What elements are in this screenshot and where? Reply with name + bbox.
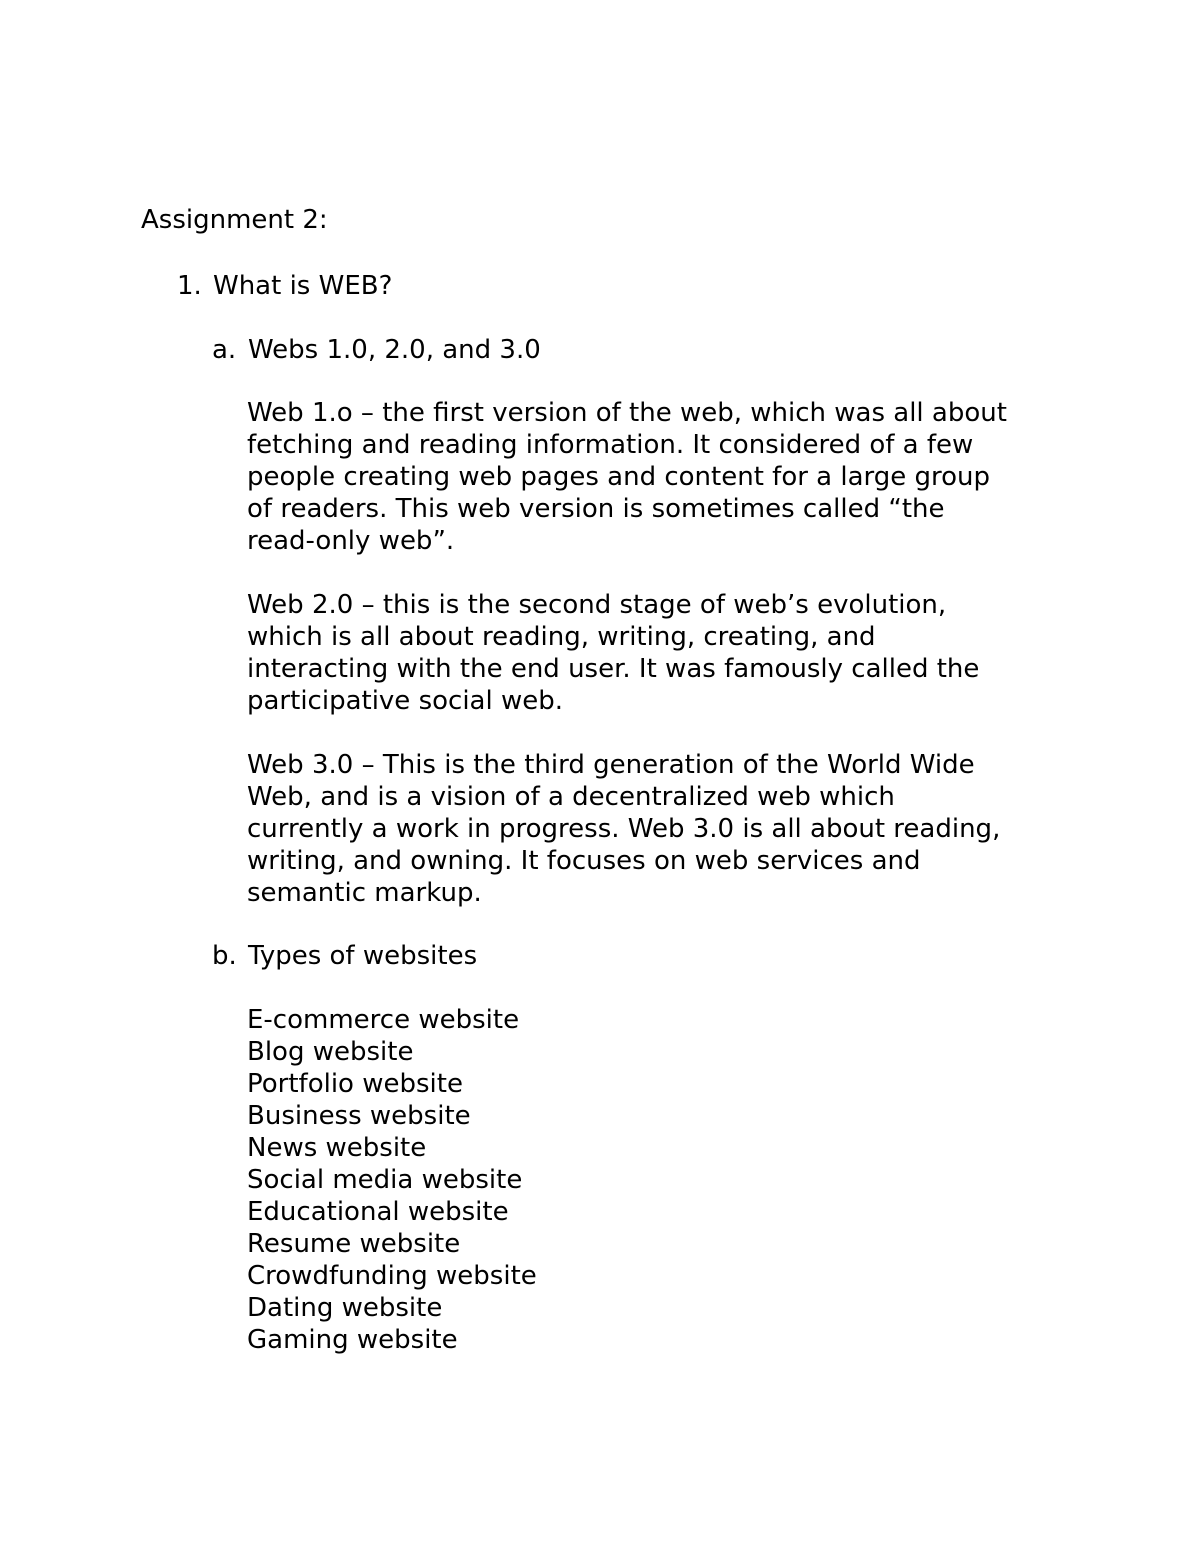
paragraph-line: Web 2.0 – this is the second stage of web’s evolution, [247,590,947,620]
section-a-marker: a. [212,335,237,365]
website-types-list [247,1004,537,1356]
section-b-heading-text: Types of websites [248,941,478,971]
list-item: Blog website [247,1037,414,1067]
paragraph-line: read-only web”. [247,526,455,556]
question-number: 1. [177,271,202,301]
paragraph-line: Web, and is a vision of a decentralized web which [247,782,895,812]
paragraph-line: Web 3.0 – This is the third generation of the World Wide [247,750,975,780]
paragraph-web-3 [247,749,1077,909]
section-b-heading [212,940,477,972]
list-item: Social media website [247,1165,523,1195]
list-item: Dating website [247,1293,443,1323]
paragraph-web-1 [247,397,1077,557]
paragraph-line: Web 1.o – the first version of the web, which was all about [247,398,1007,428]
paragraph-line: semantic markup. [247,878,482,908]
paragraph-line: currently a work in progress. Web 3.0 is all about reading, [247,814,1001,844]
list-item: Gaming website [247,1325,458,1355]
document-title: Assignment 2: [141,205,328,235]
list-item: Crowdfunding website [247,1261,537,1291]
list-item: E-commerce website [247,1005,520,1035]
question-1 [177,270,392,302]
paragraph-line: fetching and reading information. It considered of a few [247,430,974,460]
paragraph-line: of readers. This web version is sometimes called “the [247,494,945,524]
paragraph-line: which is all about reading, writing, creating, and [247,622,876,652]
section-a-heading [212,334,541,366]
list-item: Resume website [247,1229,461,1259]
list-item: Portfolio website [247,1069,463,1099]
paragraph-line: people creating web pages and content for a large group [247,462,991,492]
list-item: Business website [247,1101,471,1131]
paragraph-line: participative social web. [247,686,563,716]
section-b-marker: b. [212,941,237,971]
paragraph-line: interacting with the end user. It was famously called the [247,654,980,684]
question-text: What is WEB? [213,271,393,301]
paragraph-web-2 [247,589,1077,717]
section-a-heading-text: Webs 1.0, 2.0, and 3.0 [248,335,541,365]
paragraph-line: writing, and owning. It focuses on web services and [247,846,921,876]
list-item: Educational website [247,1197,509,1227]
list-item: News website [247,1133,427,1163]
